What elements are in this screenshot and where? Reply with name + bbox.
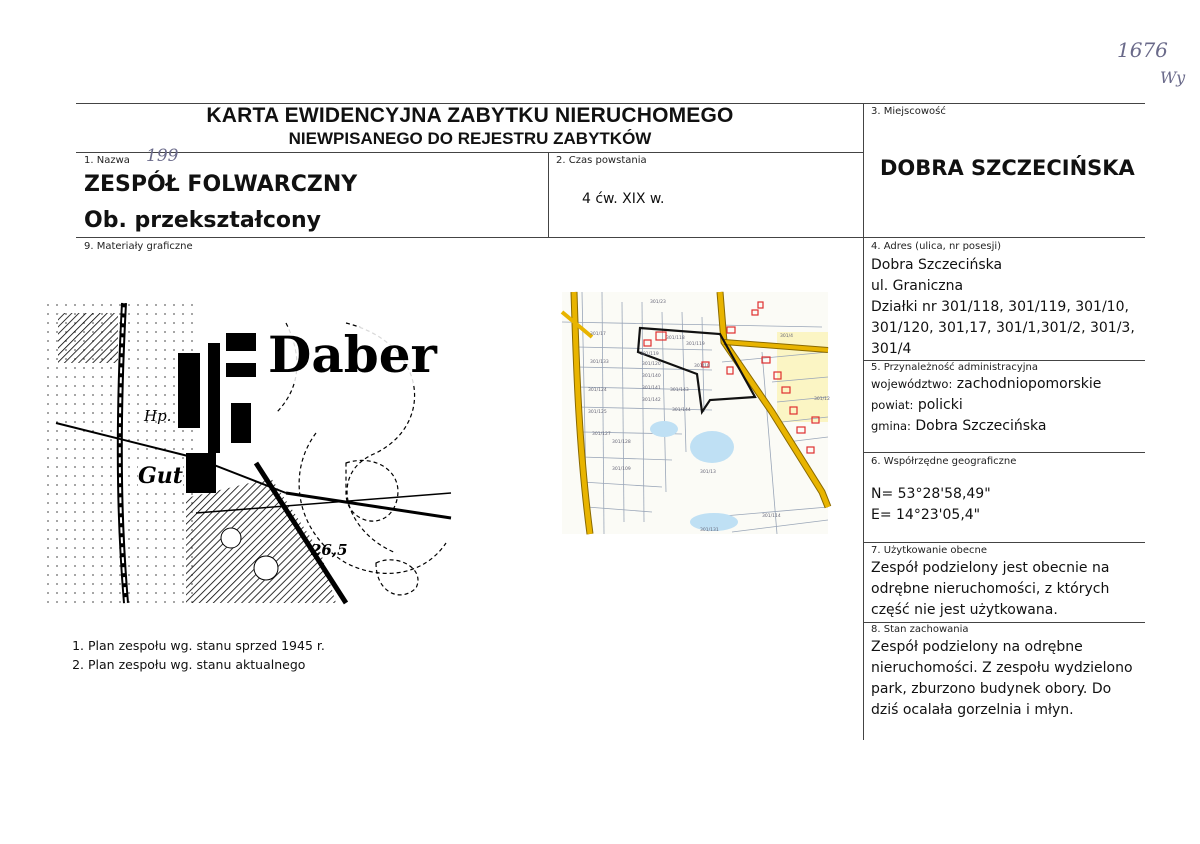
parcel-label: 301/143 <box>670 388 689 393</box>
historic-map-place-label: Daber <box>268 325 437 384</box>
parcel-label: 301/109 <box>612 467 631 472</box>
admin-commune-row <box>871 416 1143 437</box>
period-label: 2. Czas powstania <box>556 155 647 166</box>
frame-usage-top-line <box>863 542 1145 543</box>
historic-map-abbr-label: Hp. <box>144 407 172 425</box>
parcel-label: 301/120 <box>642 362 661 367</box>
parcel-label: 301/4 <box>780 334 793 339</box>
parcel-label: 301/118 <box>666 336 685 341</box>
frame-title-bottom-line <box>76 152 863 153</box>
condition-line: Zespół podzielony na odrębne <box>871 639 1083 655</box>
parcel-label: 301/133 <box>590 360 609 365</box>
locality-value: DOBRA SZCZECIŃSKA <box>880 156 1135 180</box>
coords-longitude: E= 14°23'05,4" <box>871 507 981 523</box>
parcel-label: 301/13 <box>700 470 716 475</box>
historic-map-elevation-label: 26,5 <box>311 541 348 559</box>
condition-block <box>871 637 1143 721</box>
parcel-label: 301/114 <box>762 514 781 519</box>
frame-condition-top-line <box>863 622 1145 623</box>
parcel-label: 301/12 <box>814 397 830 402</box>
commune-value: Dobra Szczecińska <box>915 418 1047 434</box>
handwritten-initials: Wy <box>1160 68 1186 87</box>
parcel-label: 301/17 <box>590 332 606 337</box>
card-title: KARTA EWIDENCYJNA ZABYTKU NIERUCHOMEGO <box>206 104 734 127</box>
caption-pre-1945: 1. Plan zespołu wg. stanu sprzed 1945 r. <box>88 636 325 655</box>
graphics-label: 9. Materiały graficzne <box>84 241 193 252</box>
usage-line: Zespół podzielony jest obecnie na <box>871 560 1110 576</box>
parcel-label: 301/10 <box>694 364 710 369</box>
county-key: powiat: <box>871 398 914 412</box>
object-status: Ob. przekształcony <box>84 208 322 233</box>
address-line: Dobra Szczecińska <box>871 257 1003 273</box>
historic-map <box>46 303 451 603</box>
usage-label: 7. Użytkowanie obecne <box>871 545 988 556</box>
locality-label: 3. Miejscowość <box>871 106 946 117</box>
admin-label: 5. Przynależność administracyjna <box>871 362 1038 373</box>
parcel-label: 301/144 <box>672 408 691 413</box>
condition-line: park, zburzono budynek obory. Do <box>871 681 1112 697</box>
frame-name-bottom-line <box>76 237 1145 238</box>
graphics-captions <box>68 636 325 674</box>
parcel-label: 301/128 <box>612 440 631 445</box>
condition-line: nieruchomości. Z zespołu wydzielono <box>871 660 1133 676</box>
cadastral-parcel-labels <box>562 292 828 534</box>
coords-block <box>871 484 1143 526</box>
parcel-label: 301/124 <box>588 388 607 393</box>
historic-map-estate-label: Gut <box>138 463 183 489</box>
cadastral-map <box>562 292 828 534</box>
parcel-label: 301/127 <box>592 432 611 437</box>
object-name: ZESPÓŁ FOLWARCZNY <box>84 172 358 197</box>
card-subtitle: NIEWPISANEGO DO REJESTRU ZABYTKÓW <box>288 129 652 148</box>
voivodeship-value: zachodniopomorskie <box>956 376 1102 392</box>
frame-right-column-line <box>863 103 864 740</box>
address-line: 301/120, 301,17, 301/1,301/2, 301/3, <box>871 320 1135 336</box>
handwritten-catalog-number: 1676 <box>1117 38 1168 62</box>
condition-line: dziś ocalała gorzelnia i młyn. <box>871 702 1074 718</box>
parcel-label: 301/140 <box>642 374 661 379</box>
address-line: 301/4 <box>871 341 912 357</box>
voivodeship-key: województwo: <box>871 377 953 391</box>
admin-block <box>871 374 1143 437</box>
frame-coords-top-line <box>863 452 1145 453</box>
parcel-label: 301/131 <box>700 528 719 533</box>
county-value: policki <box>917 397 963 413</box>
parcel-label: 301/141 <box>642 386 661 391</box>
parcel-label: 301/125 <box>588 410 607 415</box>
parcel-label: 301/142 <box>642 398 661 403</box>
name-label: 1. Nazwa <box>84 155 130 166</box>
coords-latitude: N= 53°28'58,49" <box>871 486 991 502</box>
address-block <box>871 255 1143 360</box>
admin-voivodeship-row <box>871 374 1143 395</box>
handwritten-name-number: 199 <box>146 146 179 166</box>
parcel-label: 301/23 <box>650 300 666 305</box>
parcel-label: 301/119 <box>640 352 659 357</box>
frame-divider-name-period <box>548 152 549 238</box>
address-line: ul. Graniczna <box>871 278 964 294</box>
usage-line: odrębne nieruchomości, z których <box>871 581 1110 597</box>
period-value: 4 ćw. XIX w. <box>582 191 665 207</box>
commune-key: gmina: <box>871 419 911 433</box>
admin-county-row <box>871 395 1143 416</box>
address-line: Działki nr 301/118, 301/119, 301/10, <box>871 299 1129 315</box>
address-label: 4. Adres (ulica, nr posesji) <box>871 241 1002 252</box>
coords-label: 6. Współrzędne geograficzne <box>871 456 1017 467</box>
parcel-label: 301/119 <box>686 342 705 347</box>
caption-current: 2. Plan zespołu wg. stanu aktualnego <box>88 655 325 674</box>
frame-admin-top-line <box>863 360 1145 361</box>
usage-block <box>871 558 1143 621</box>
usage-line: część nie jest użytkowana. <box>871 602 1058 618</box>
condition-label: 8. Stan zachowania <box>871 624 969 635</box>
